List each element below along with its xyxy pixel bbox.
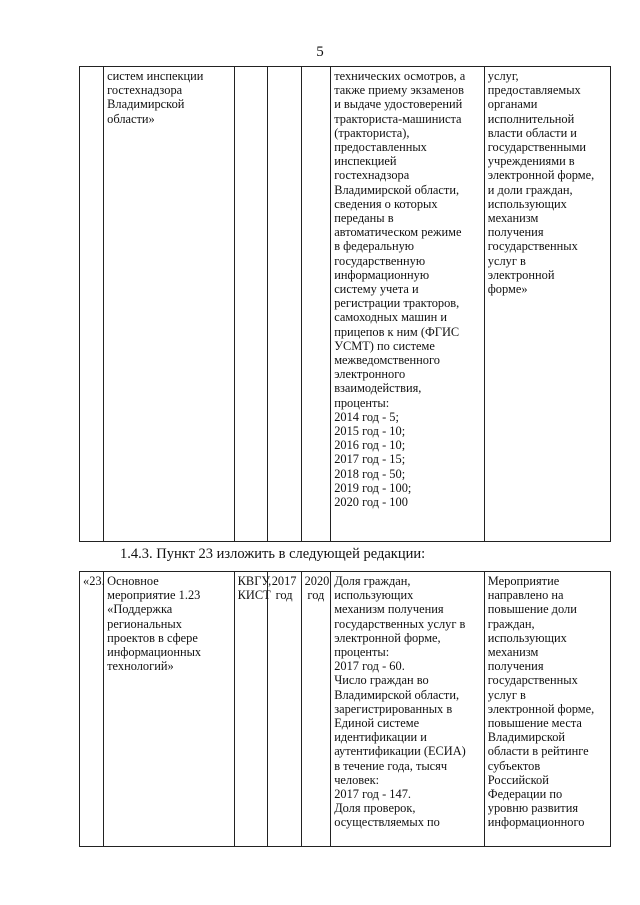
text-line: 2020 год - 100: [334, 495, 408, 510]
text-line: взаимодействия,: [334, 381, 422, 396]
text-line: переданы в: [334, 211, 394, 226]
text-line: использующих: [334, 588, 414, 603]
text-line: области»: [107, 111, 155, 126]
text-line: 2019 год - 100;: [334, 480, 412, 495]
text-line: государственных: [487, 239, 578, 254]
text-line: Мероприятие: [487, 574, 560, 588]
text-line: проценты:: [334, 645, 390, 660]
start-year-cell: [267, 67, 301, 542]
end-year-cell: [301, 572, 331, 847]
text-line: 2017 год - 147.: [334, 787, 411, 802]
text-line: электронной форме,: [487, 168, 595, 183]
text-line: государственных: [487, 673, 578, 688]
text-line: предоставляемых: [487, 83, 581, 98]
text-line: электронной: [487, 267, 555, 282]
page-number: 5: [316, 44, 324, 60]
indicator-cell: [331, 67, 485, 542]
text-line: и доли граждан,: [487, 182, 573, 197]
program-table-continued: [79, 66, 611, 542]
text-line: УСМТ) по системе: [334, 338, 435, 353]
text-line: 2017 год - 60.: [334, 659, 405, 674]
activity-name-cell: [104, 67, 235, 542]
relation-cell: [484, 572, 610, 847]
table-row: [80, 67, 611, 542]
text-line: 2017: [271, 574, 297, 588]
text-line: год: [275, 588, 293, 603]
text-line: регистрации тракторов,: [334, 296, 460, 311]
text-line: инспекцией: [334, 154, 397, 169]
text-line: услуг,: [487, 69, 519, 83]
text-line: государственными: [487, 140, 587, 155]
text-line: проектов в сфере: [107, 630, 198, 645]
text-line: услуг в: [487, 253, 526, 268]
text-line: в течение года, тысяч: [334, 758, 448, 773]
text-line: 2015 год - 10;: [334, 424, 406, 439]
text-line: механизм получения: [334, 602, 444, 617]
text-line: человек:: [334, 772, 380, 787]
text-line: форме»: [487, 282, 528, 297]
text-line: идентификации и: [334, 730, 427, 745]
text-line: гостехнадзора: [334, 168, 410, 183]
text-line: год: [307, 588, 325, 603]
text-line: зарегистрированных в: [334, 701, 453, 716]
amendment-paragraph: 1.4.3. Пункт 23 изложить в следующей редакции:: [120, 546, 426, 562]
text-line: повышение места: [487, 716, 582, 731]
text-line: направлено на: [487, 588, 564, 603]
text-line: систему учета и: [334, 282, 419, 297]
text-line: информационных: [107, 645, 202, 660]
text-line: электронной форме,: [334, 630, 441, 645]
text-line: информационную: [334, 267, 430, 282]
text-line: учреждениями в: [487, 154, 575, 169]
text-line: технических осмотров, а: [334, 69, 466, 83]
text-line: Владимирской области,: [334, 687, 460, 702]
text-line: проценты:: [334, 395, 390, 410]
text-line: Единой системе: [334, 716, 420, 731]
text-line: Владимирской: [487, 730, 566, 745]
text-line: региональных: [107, 616, 182, 631]
text-line: в федеральную: [334, 239, 415, 254]
text-line: также приему экзаменов: [334, 83, 464, 98]
text-line: самоходных машин и: [334, 310, 447, 325]
text-line: осуществляемых по: [334, 815, 440, 830]
text-line: (тракториста),: [334, 125, 410, 140]
row-number-cell: [80, 67, 104, 542]
text-line: 2017 год - 15;: [334, 452, 406, 467]
text-line: граждан,: [487, 616, 535, 631]
text-line: тракториста-машиниста: [334, 111, 462, 126]
text-line: межведомственного: [334, 353, 440, 368]
text-line: органами: [487, 97, 538, 112]
indicator-cell: [331, 572, 485, 847]
text-line: 2014 год - 5;: [334, 409, 399, 424]
executor-cell: [234, 572, 272, 847]
text-line: Доля граждан,: [334, 574, 411, 588]
text-line: Доля проверок,: [334, 801, 416, 816]
text-line: получения: [487, 225, 544, 240]
text-line: сведения о которых: [334, 196, 438, 211]
text-line: гостехнадзора: [107, 83, 183, 98]
text-line: автоматическом режиме: [334, 225, 462, 240]
end-year-cell: [301, 67, 331, 542]
text-line: мероприятие 1.23: [107, 588, 201, 603]
text-line: электронной форме,: [487, 701, 595, 716]
text-line: Число граждан во: [334, 673, 429, 688]
activity-name-cell: [104, 572, 235, 847]
text-line: государственную: [334, 253, 426, 268]
text-line: уровню развития: [487, 801, 579, 816]
text-line: информационного: [487, 815, 585, 830]
text-line: 2018 год - 50;: [334, 466, 406, 481]
text-line: получения: [487, 659, 544, 674]
text-line: 2016 год - 10;: [334, 438, 406, 453]
text-line: исполнительной: [487, 111, 575, 126]
executor-cell: [234, 67, 267, 542]
text-line: технологий»: [107, 659, 174, 674]
text-line: услуг в: [487, 687, 526, 702]
start-year-cell: [267, 572, 301, 847]
table-row: [80, 572, 611, 847]
text-line: Владимирской: [107, 97, 185, 112]
text-line: электронного: [334, 367, 406, 382]
text-line: «Поддержка: [107, 602, 173, 617]
program-table-item-23: [79, 571, 611, 847]
text-line: предоставленных: [334, 140, 427, 155]
text-line: механизм: [487, 211, 539, 226]
text-line: КИСТ: [237, 588, 271, 603]
text-line: власти области и: [487, 125, 577, 140]
relation-cell: [484, 67, 610, 542]
text-line: Владимирской области,: [334, 182, 460, 197]
text-line: Основное: [107, 574, 159, 588]
text-line: повышение доли: [487, 602, 577, 617]
text-line: субъектов: [487, 758, 541, 773]
text-line: и выдаче удостоверений: [334, 97, 463, 112]
text-line: аутентификации (ЕСИА): [334, 744, 466, 759]
text-line: КВГУ,: [237, 574, 272, 588]
text-line: области в рейтинге: [487, 744, 589, 759]
text-line: использующих: [487, 630, 567, 645]
text-line: 2020: [304, 574, 330, 588]
text-line: механизм: [487, 645, 539, 660]
text-line: Федерации по: [487, 787, 563, 802]
text-line: Российской: [487, 772, 549, 787]
text-line: использующих: [487, 196, 567, 211]
text-line: прицепов к ним (ФГИС: [334, 324, 460, 339]
text-line: систем инспекции: [107, 69, 204, 83]
row-number-cell: «23.: [80, 572, 104, 847]
text-line: государственных услуг в: [334, 616, 466, 631]
